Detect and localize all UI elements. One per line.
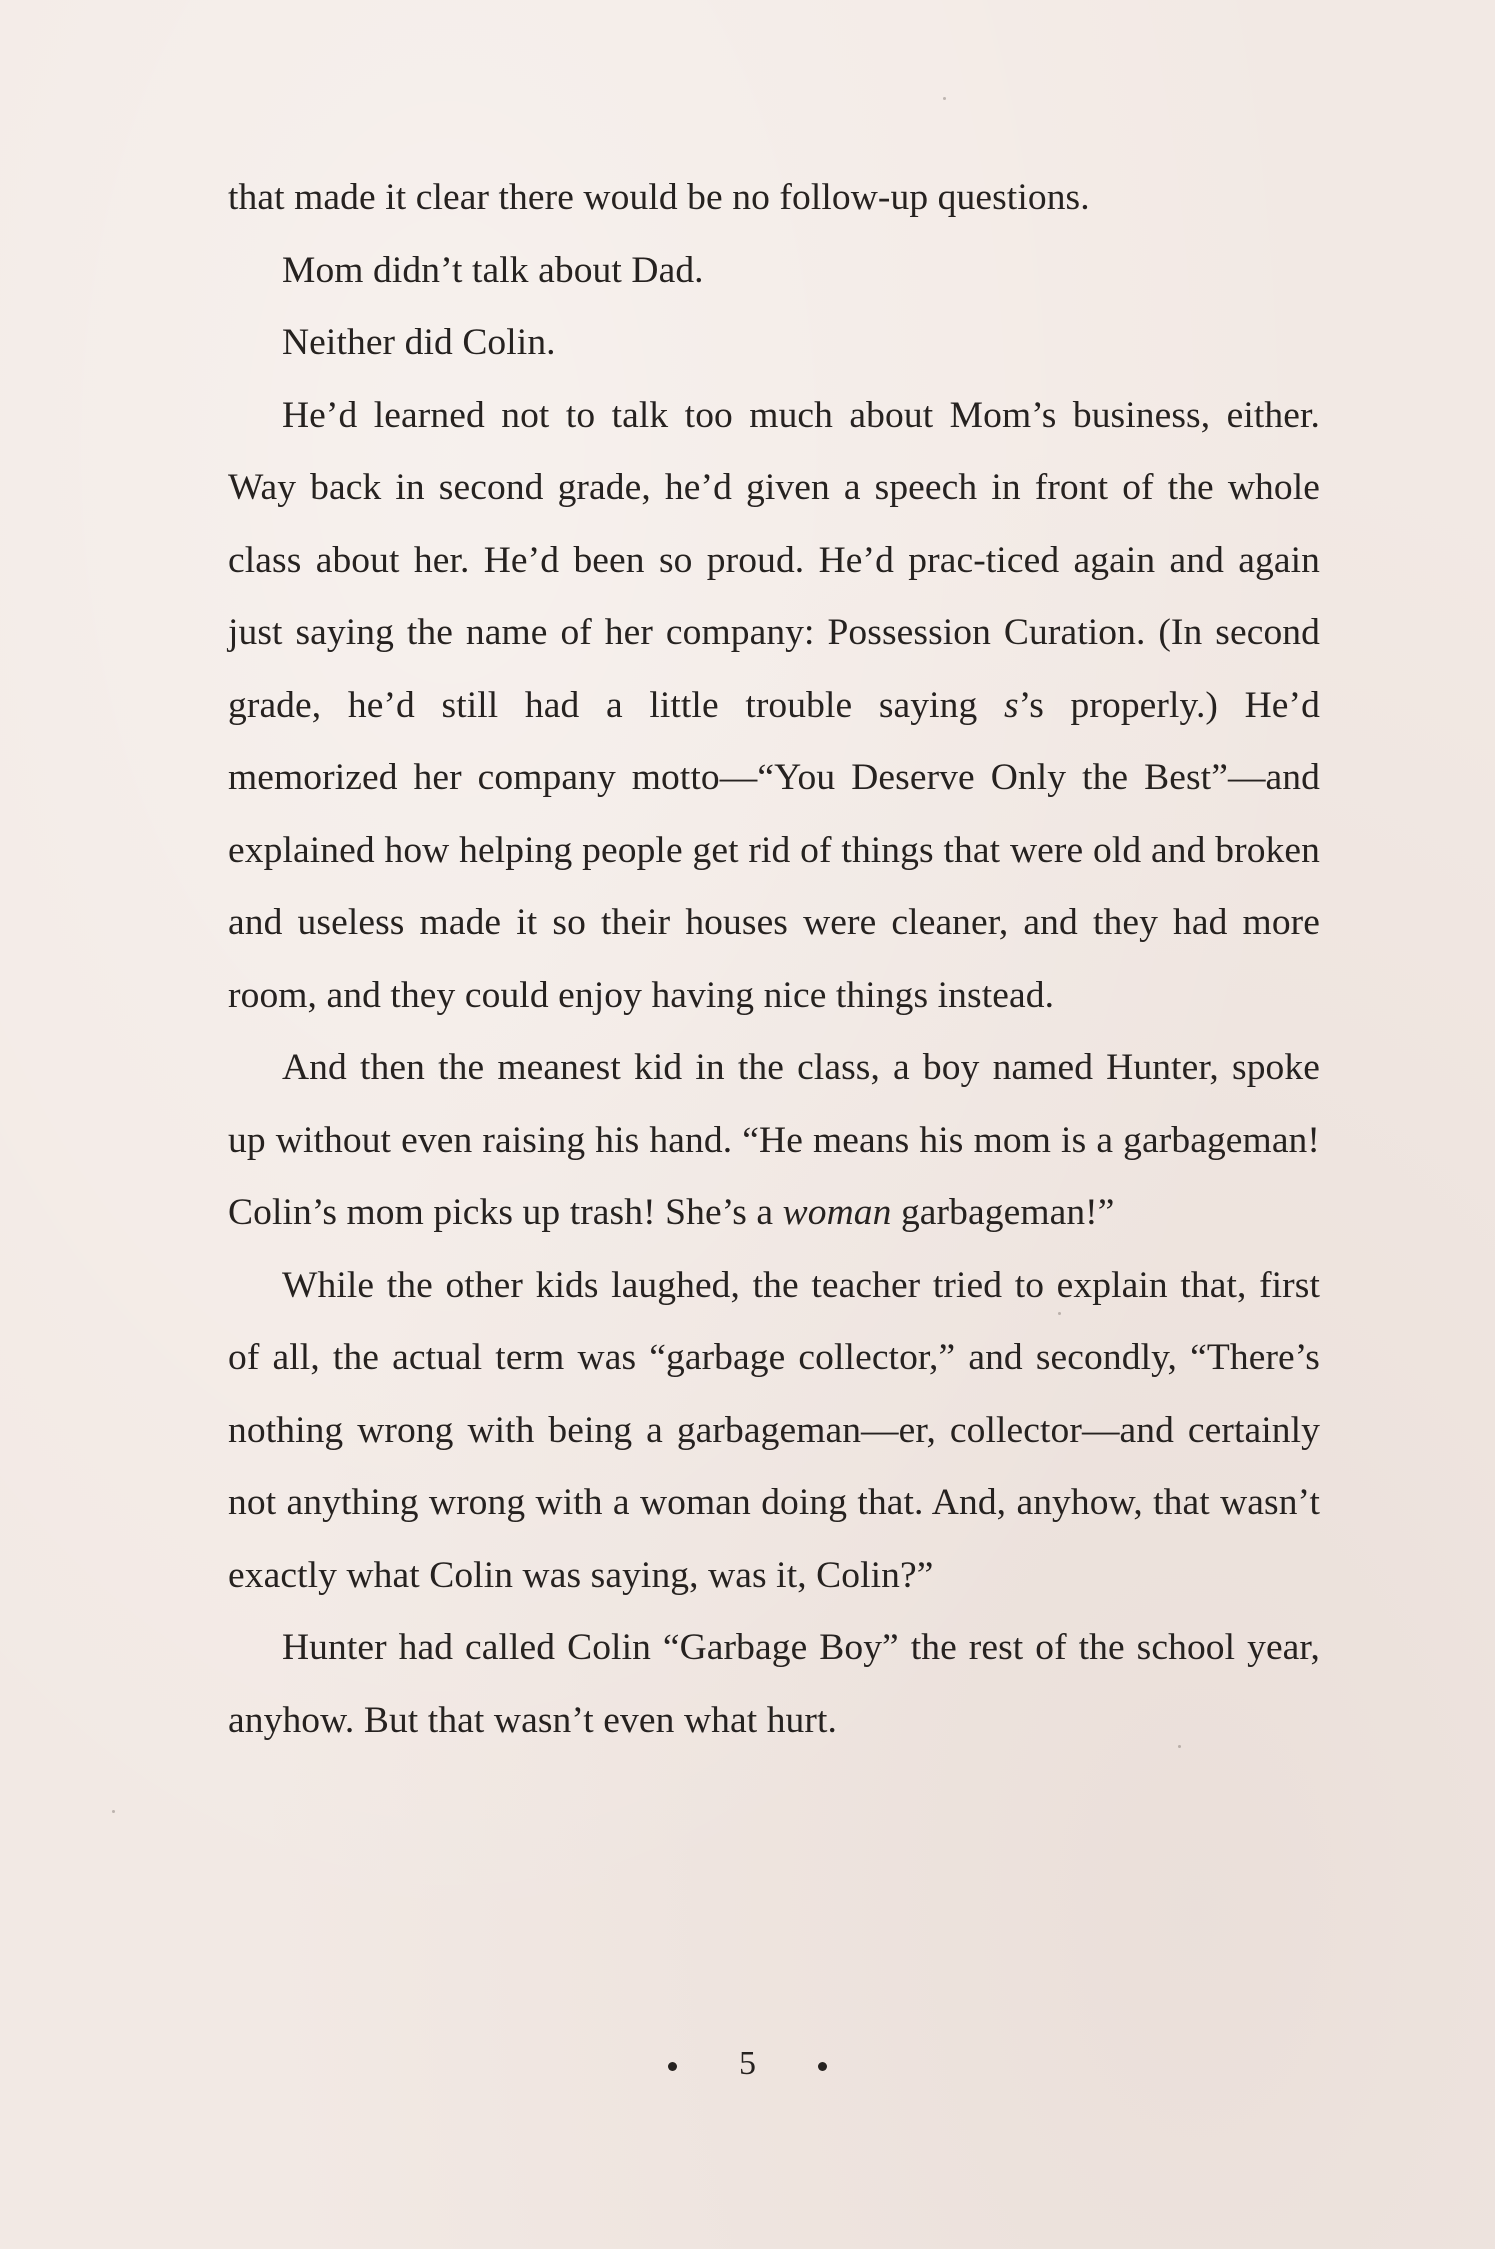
text-run: Mom didn’t talk about Dad. [282,249,704,291]
paragraph [228,1032,1320,1250]
bullet-icon [818,2062,827,2071]
paragraph [228,307,1320,380]
italic-text: s [1004,684,1019,726]
text-run: And then the meanest kid in the class, a boy named Hunter, spoke up without even raising his hand. “He means his mom is a garbageman! Colin’s mom picks up trash! She’s a [228,1047,1320,1233]
page-footer [0,2044,1495,2084]
paragraph [228,380,1320,1033]
paragraph [228,162,1320,235]
text-run: that made it clear there would be no follow-up questions. [228,177,1090,218]
paragraph [228,235,1320,308]
italic-text: woman [782,1192,892,1233]
body-text [228,162,1320,1757]
text-run: While the other kids laughed, the teacher tried to explain that, first of all, the actual term was “garbage collector,” and secondly, “There’s nothing wrong with being a garbageman—er, collector—and certainly not anything wrong with a woman doing that. And, anyhow, that wasn’t exactly what Colin was saying, was it, Colin?” [228,1264,1320,1596]
page-number: 5 [739,2045,756,2082]
paper-speck [112,1810,115,1813]
paper-speck [943,97,946,100]
text-run: Neither did Colin. [282,322,556,363]
text-run: ’s properly.) He’d memorized her company motto—“You Deserve Only the Best”—and explained how helping people get rid of things that were old and broken and useless made it so their houses were cleaner, and they had more room, and they could enjoy having nice things instead. [228,684,1320,1016]
text-run: He’d learned not to talk too much about Mom’s business, either. Way back in second grade, he’d given a speech in front of the whole class about her. He’d been so proud. He’d prac-ticed again and again just saying the name of her company: Possession Curation. (In second grade, he’d still had a little trouble saying [228,394,1320,726]
paragraph [228,1250,1320,1613]
text-run: Hunter had called Colin “Garbage Boy” the rest of the school year, anyhow. But that wasn’t even what hurt. [228,1627,1320,1741]
bullet-icon [668,2062,677,2071]
text-run: garbageman!” [891,1192,1115,1233]
paragraph [228,1612,1320,1757]
